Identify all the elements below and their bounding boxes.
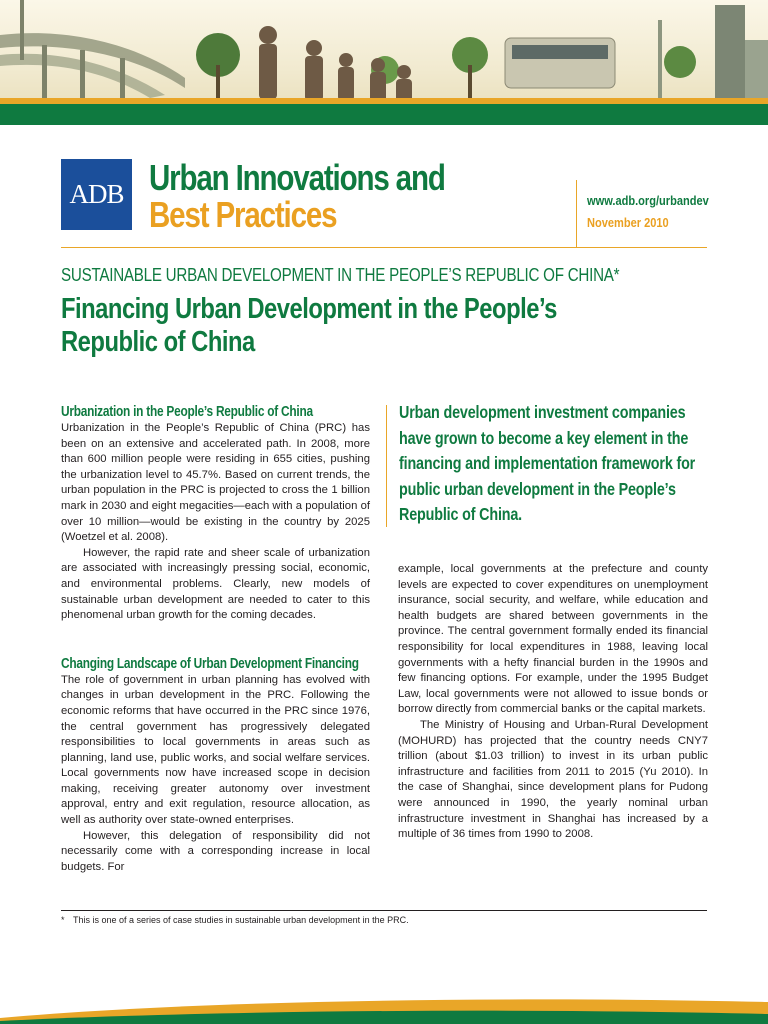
footer-swoosh — [0, 990, 768, 1024]
pull-quote: Urban development investment companies have grown to become a key element in the financing and implementation framework for public urban development in the People’s Republic of China. — [399, 402, 696, 525]
website-link[interactable]: www.adb.org/urbandev — [587, 193, 709, 208]
page-title: Financing Urban Development in the People’s Republic of China — [61, 293, 557, 358]
series-title: SUSTAINABLE URBAN DEVELOPMENT IN THE PEOPLE’S REPUBLIC OF CHINA* — [61, 264, 620, 285]
body-paragraph: example, local governments at the prefecture and county levels are expected to cover expenditures on unemployment insurance, social security, and welfare, while education and health budgets are shared between governments in the province. The central government formally ended its financial responsibility for local expenditures in 1988, leaving local governments with a hefty financial burden in the 1990s and few financing options. For example, under the 1995 Budget Law, local governments were not allowed to issue bonds or borrow directly from commercial banks or the capital markets. — [398, 563, 708, 716]
masthead-divider — [576, 180, 577, 247]
masthead-rule — [61, 247, 707, 248]
body-paragraph: Urbanization in the People’s Republic of China (PRC) has been on an extensive and accelerated path. In 2008, more than 600 million people were residing in 655 cities, pushing the urbanization level to 45.7%. Based on current trends, the urban population in the PRC is projected to cross the 1 billion mark in 2030 and eight megacities—each with a population of over 10 million—would be existing in the country by 2025 (Woetzel et al. 2008). — [61, 422, 370, 544]
masthead-title-line2: Best Practices — [149, 194, 337, 235]
banner-green-stripe — [0, 104, 768, 125]
left-column — [61, 403, 370, 875]
body-paragraph: However, the rapid rate and sheer scale of urbanization are associated with increasingly pressing social, economic, and environmental problems. Clearly, new models of sustainable urban development are needed to cater to this phenomenal urban growth for the coming decades. — [61, 546, 370, 622]
pull-quote-rule — [386, 405, 387, 527]
section-heading: Urbanization in the People’s Republic of China — [61, 404, 313, 420]
publication-date: November 2010 — [587, 215, 669, 230]
footnote-mark: * — [61, 915, 65, 925]
body-paragraph: However, this delegation of responsibility did not necessarily come with a corresponding increase in local budgets. For — [61, 829, 370, 873]
footnote-text: This is one of a series of case studies in sustainable urban development in the PRC. — [73, 915, 409, 925]
body-paragraph: The Ministry of Housing and Urban-Rural Development (MOHURD) has projected that the country needs CNY7 trillion (about $1.03 trillion) to invest in its urban public infrastructure and facilities from 2011 to 2015 (Yu 2010). In the case of Shanghai, since development plans for Pudong were announced in 1990, the yearly nominal urban infrastructure investment in Shanghai has increased by a multiple of 36 times from 1990 to 2008. — [398, 718, 708, 841]
adb-logo: ADB — [61, 159, 132, 230]
footnote — [61, 915, 409, 925]
right-column — [398, 562, 708, 843]
body-paragraph: The role of government in urban planning has evolved with changes in urban development in the PRC. Following the economic reforms that have occurred in the PRC since 1976, the central government has progressively delegated responsibilities to local governments in areas such as planning, land use, public works, and social welfare services. Local governments now have increased scope in decision making, receiving greater autonomy over investment approval, entry and exit regulation, resource allocation, as well as authority over state-owned enterprises. — [61, 673, 370, 827]
masthead-title-line1: Urban Innovations and — [149, 157, 445, 198]
header-banner — [0, 0, 768, 125]
section-heading: Changing Landscape of Urban Development Financing — [61, 655, 359, 672]
footnote-rule — [61, 910, 707, 911]
